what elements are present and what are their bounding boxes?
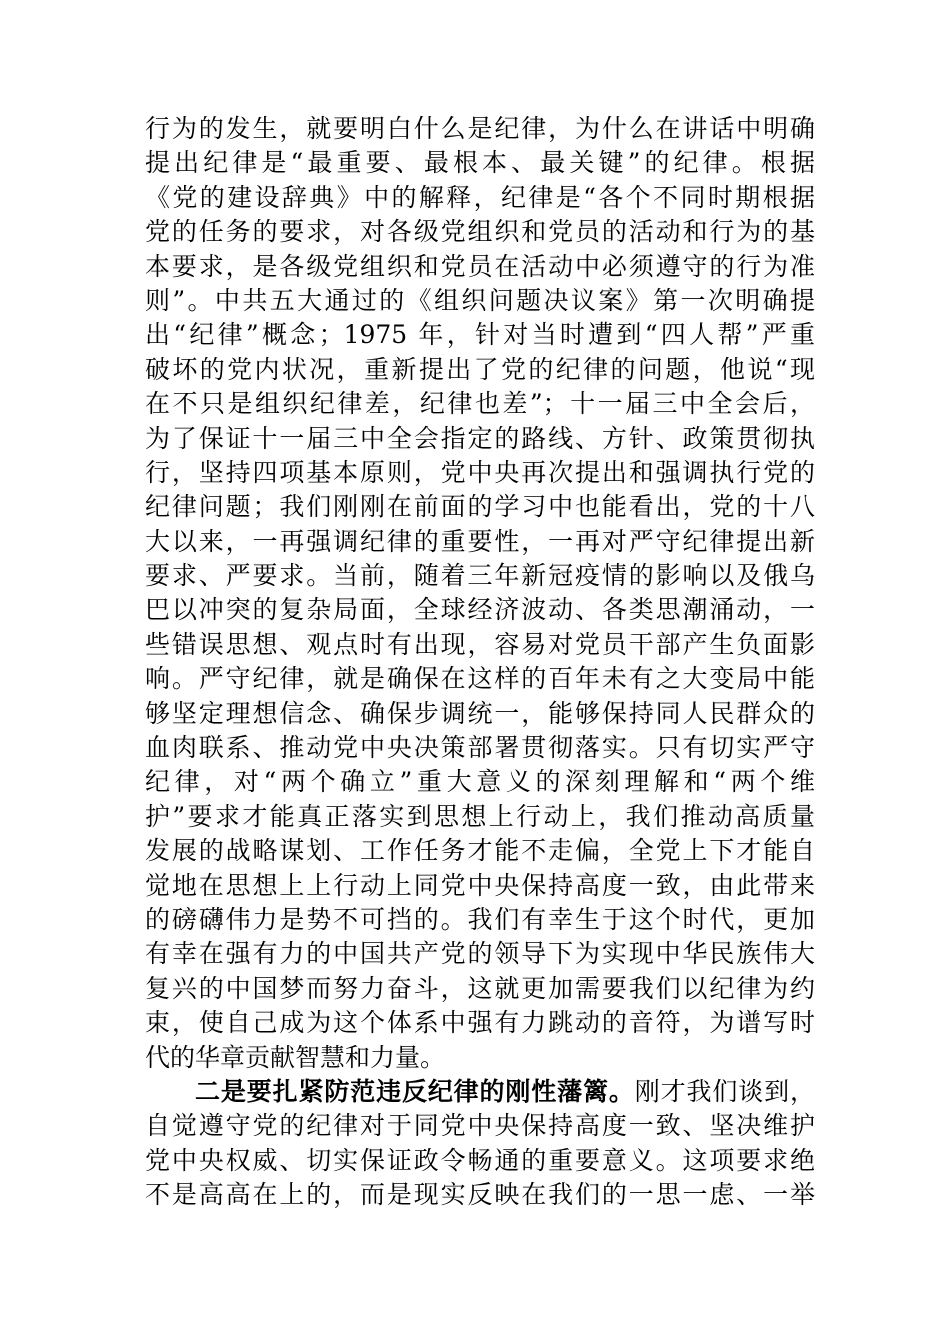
text-line: 代的华章贡献智慧和力量。 bbox=[145, 1042, 446, 1072]
text-line: 则”。中共五大通过的《组织问题决议案》第一次明确提 bbox=[145, 285, 815, 315]
text-line: 够坚定理想信念、确保步调统一，能够保持同人民群众的 bbox=[145, 698, 815, 728]
text-line: 行，坚持四项基本原则，党中央再次提出和强调执行党的 bbox=[145, 457, 815, 487]
text-line: 本要求，是各级党组织和党员在活动中必须遵守的行为准 bbox=[145, 251, 815, 281]
text-line: 纪律，对“两个确立”重大意义的深刻理解和“两个维 bbox=[145, 767, 815, 797]
text-line: 纪律问题；我们刚刚在前面的学习中也能看出，党的十八 bbox=[145, 492, 815, 522]
section-heading: 二是要扎紧防范违反纪律的刚性藩篱。 bbox=[195, 1076, 635, 1106]
paragraph-1 bbox=[145, 112, 815, 1075]
text-line: 为了保证十一届三中全会指定的路线、方针、政策贯彻执 bbox=[145, 423, 815, 453]
paragraph-2 bbox=[145, 1075, 815, 1213]
text-line: 血肉联系、推动党中央决策部署贯彻落实。只有切实严守 bbox=[145, 733, 815, 763]
text-line: 有幸在强有力的中国共产党的领导下为实现中华民族伟大 bbox=[145, 939, 815, 969]
text-line: 复兴的中国梦而努力奋斗，这就更加需要我们以纪律为约 bbox=[145, 973, 815, 1003]
text-line: 提出纪律是“最重要、最根本、最关键”的纪律。根据 bbox=[145, 148, 815, 178]
text-line: 的磅礴伟力是势不可挡的。我们有幸生于这个时代，更加 bbox=[145, 904, 815, 934]
text-line: 发展的战略谋划、工作任务才能不走偏，全党上下才能自 bbox=[145, 836, 815, 866]
text-line: 束，使自己成为这个体系中强有力跳动的音符，为谱写时 bbox=[145, 1008, 815, 1038]
document-body bbox=[145, 112, 815, 1213]
text-line: 要求、严要求。当前，随着三年新冠疫情的影响以及俄乌 bbox=[145, 561, 815, 591]
text-line: 在不只是组织纪律差，纪律也差”；十一届三中全会后， bbox=[145, 389, 815, 419]
text-line: 大以来，一再强调纪律的重要性，一再对严守纪律提出新 bbox=[145, 526, 815, 556]
text-line: 党中央权威、切实保证政令畅通的重要意义。这项要求绝 bbox=[145, 1145, 815, 1175]
text-line: 《党的建设辞典》中的解释，纪律是“各个不同时期根据 bbox=[145, 182, 815, 212]
text-line: 些错误思想、观点时有出现，容易对党员干部产生负面影 bbox=[145, 629, 815, 659]
text-line: 护”要求才能真正落实到思想上行动上，我们推动高质量 bbox=[145, 801, 815, 831]
text-line: 觉地在思想上上行动上同党中央保持高度一致，由此带来 bbox=[145, 870, 815, 900]
text-line: 行为的发生，就要明白什么是纪律，为什么在讲话中明确 bbox=[145, 114, 815, 143]
text-line: 巴以冲突的复杂局面，全球经济波动、各类思潮涌动，一 bbox=[145, 595, 815, 625]
text-line: 自觉遵守党的纪律对于同党中央保持高度一致、坚决维护 bbox=[145, 1111, 815, 1141]
text-line: 响。严守纪律，就是确保在这样的百年未有之大变局中能 bbox=[145, 664, 815, 694]
paragraph-2-first-line bbox=[145, 1075, 815, 1109]
text-line: 不是高高在上的，而是现实反映在我们的一思一虑、一举 bbox=[145, 1180, 815, 1210]
text-run: 刚才我们谈到， bbox=[634, 1076, 815, 1106]
text-line: 破坏的党内状况，重新提出了党的纪律的问题，他说“现 bbox=[145, 354, 815, 384]
text-line: 出“纪律”概念；1975 年，针对当时遭到“四人帮”严重 bbox=[145, 320, 815, 350]
text-line: 党的任务的要求，对各级党组织和党员的活动和行为的基 bbox=[145, 217, 815, 247]
